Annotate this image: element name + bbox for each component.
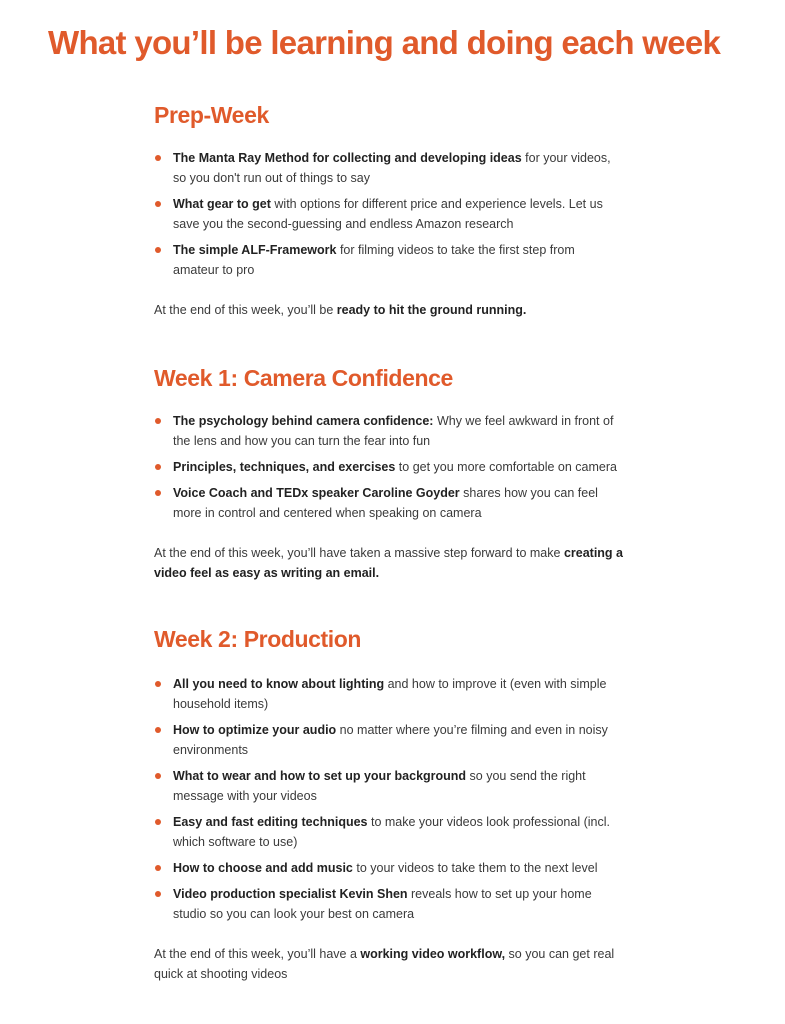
page-title: What you’ll be learning and doing each week — [48, 24, 721, 61]
section-heading-week-1: Week 1: Camera Confidence — [154, 365, 453, 391]
bullet-dot-icon — [155, 773, 161, 779]
bullet-dot-icon — [155, 490, 161, 496]
list-item: Video production specialist Kevin Shen reveals how to set up your home studio so you can look your best on camera — [154, 884, 624, 924]
week-1-bullet-list — [154, 411, 624, 529]
section-heading-prep-week: Prep-Week — [154, 102, 269, 128]
bullet-dot-icon — [155, 155, 161, 161]
prep-week-summary: At the end of this week, you’ll be ready to hit the ground running. — [154, 303, 527, 317]
week-2-summary: At the end of this week, you’ll have a working video workflow, so you can get real quick at shooting videos — [154, 947, 615, 981]
week-1-summary: At the end of this week, you’ll have taken a massive step forward to make creating a video feel as easy as writing an email. — [154, 546, 623, 580]
list-item: How to optimize your audio no matter where you’re filming and even in noisy environments — [154, 720, 624, 760]
list-item: The Manta Ray Method for collecting and developing ideas for your videos, so you don't run out of things to say — [154, 148, 624, 188]
bullet-dot-icon — [155, 464, 161, 470]
prep-week-bullet-list — [154, 148, 624, 286]
section-heading-week-2: Week 2: Production — [154, 626, 362, 652]
list-item: What to wear and how to set up your background so you send the right message with your videos — [154, 766, 624, 806]
list-item: What gear to get with options for different price and experience levels. Let us save you the second-guessing and endless Amazon research — [154, 194, 624, 234]
bullet-dot-icon — [155, 201, 161, 207]
list-item: How to choose and add music to your videos to take them to the next level — [154, 858, 624, 878]
list-item: Voice Coach and TEDx speaker Caroline Goyder shares how you can feel more in control and centered when speaking on camera — [154, 483, 624, 523]
week-2-bullet-list — [154, 674, 624, 930]
bullet-dot-icon — [155, 865, 161, 871]
bullet-dot-icon — [155, 247, 161, 253]
bullet-dot-icon — [155, 727, 161, 733]
list-item: Principles, techniques, and exercises to get you more comfortable on camera — [154, 457, 624, 477]
bullet-dot-icon — [155, 819, 161, 825]
list-item: All you need to know about lighting and how to improve it (even with simple household items) — [154, 674, 624, 714]
list-item: The psychology behind camera confidence: Why we feel awkward in front of the lens and how you can turn the fear into fun — [154, 411, 624, 451]
bullet-dot-icon — [155, 418, 161, 424]
list-item: The simple ALF-Framework for filming videos to take the first step from amateur to pro — [154, 240, 624, 280]
bullet-dot-icon — [155, 681, 161, 687]
bullet-dot-icon — [155, 891, 161, 897]
list-item: Easy and fast editing techniques to make your videos look professional (incl. which software to use) — [154, 812, 624, 852]
